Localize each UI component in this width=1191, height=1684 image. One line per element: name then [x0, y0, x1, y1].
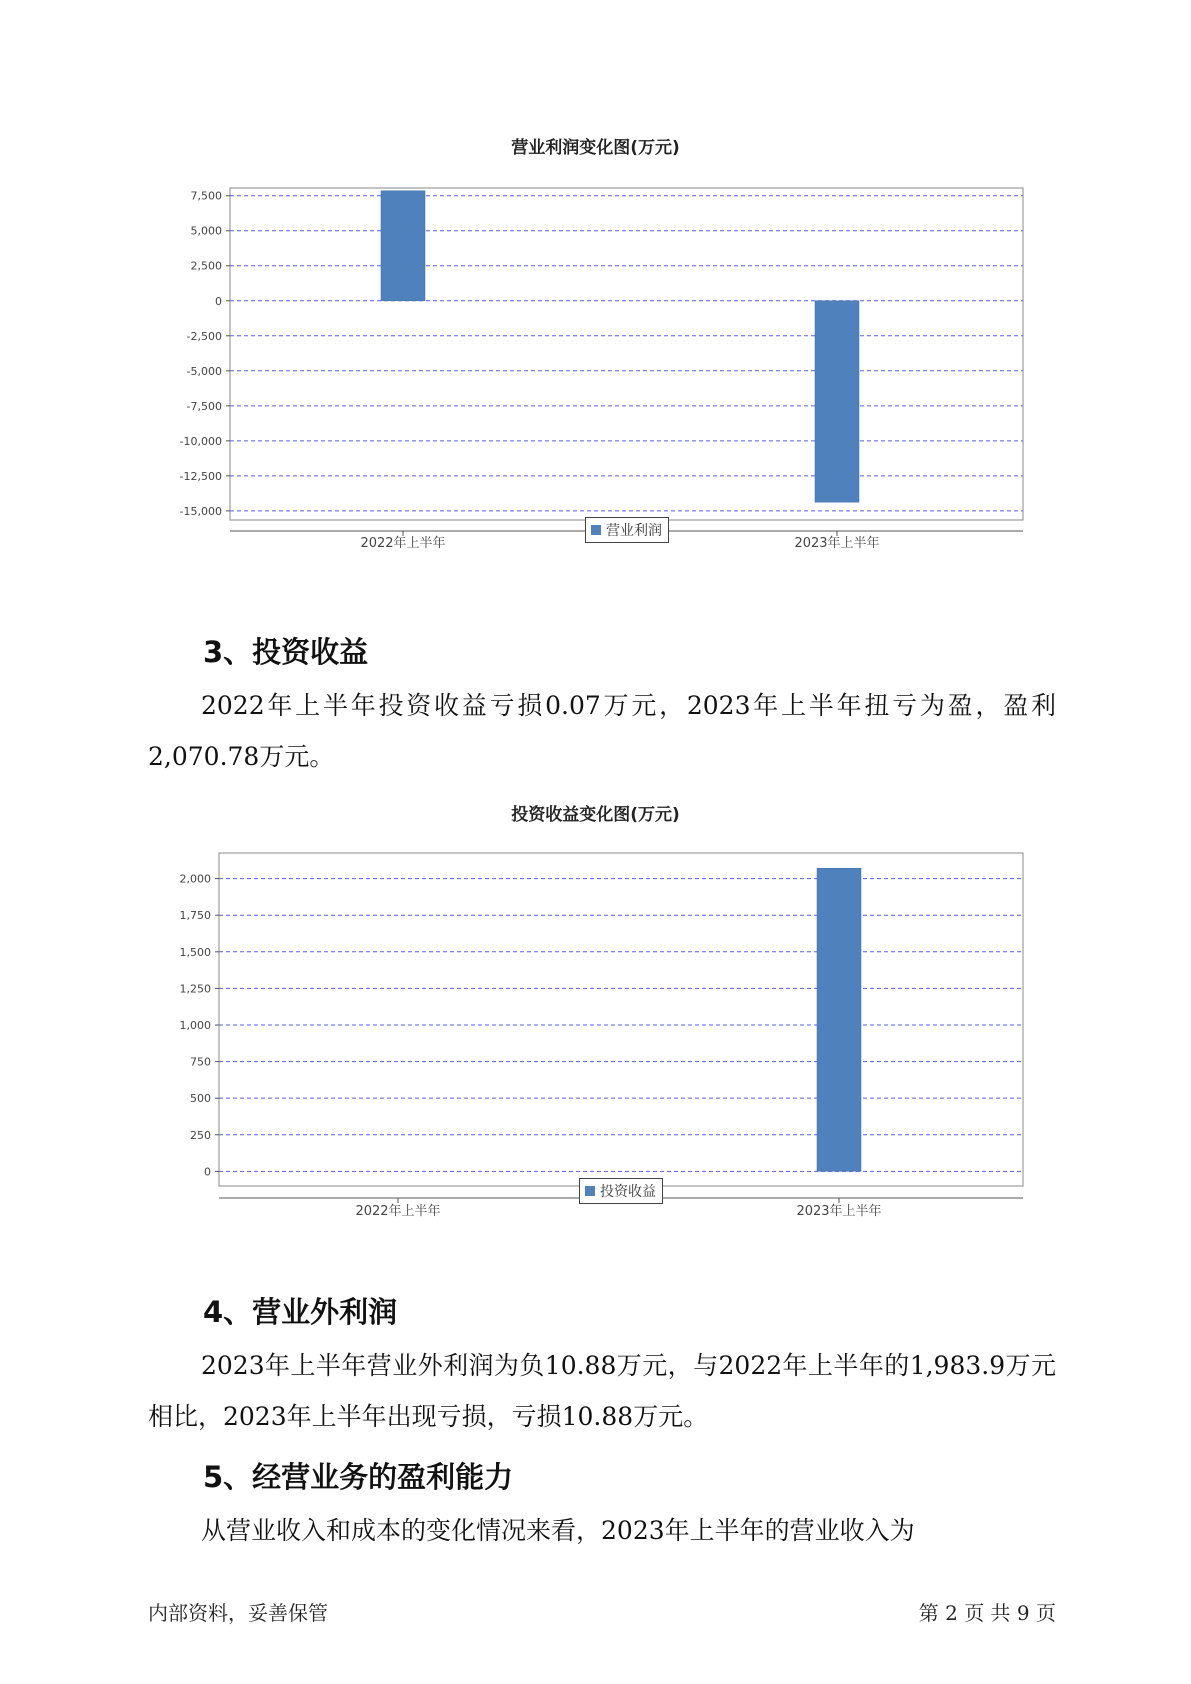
y-tick-label: 1,750	[179, 909, 211, 923]
bar-2023h1	[817, 868, 861, 1171]
legend-swatch	[585, 1186, 595, 1196]
plot-area	[230, 188, 1023, 520]
investment-income-chart	[0, 828, 1191, 1219]
y-tick-label: 1,250	[179, 982, 211, 996]
y-tick-label: 1,500	[179, 945, 211, 959]
paragraph-text: 从营业收入和成本的变化情况来看，2023年上半年的营业收入为	[201, 1516, 915, 1545]
y-tick-label: 0	[204, 1165, 211, 1179]
operating-profit-legend	[585, 517, 669, 543]
x-tick-label: 2023年上半年	[796, 1204, 882, 1219]
footer-page-number: 第 2 页 共 9 页	[918, 1601, 1056, 1625]
bar-2022h1	[381, 191, 425, 301]
y-tick-label: -5,000	[186, 364, 222, 378]
y-tick-label: 500	[190, 1092, 211, 1106]
bar-2023h1	[815, 301, 859, 502]
y-tick-label: 5,000	[190, 224, 222, 238]
y-tick-label: -7,500	[186, 399, 222, 413]
y-tick-label: -15,000	[179, 504, 222, 518]
section-heading-profitability: 5、经营业务的盈利能力	[203, 1460, 514, 1494]
plot-area	[219, 853, 1023, 1186]
x-tick-label: 2022年上半年	[360, 536, 446, 551]
section-paragraph-non-operating-profit	[148, 1340, 1056, 1442]
paragraph-text: 2023年上半年营业外利润为负10.88万元，与2022年上半年的1,983.9万元相比，2023年上半年出现亏损，亏损10.88万元。	[148, 1351, 1056, 1431]
legend-swatch	[591, 525, 601, 535]
footer-confidential: 内部资料，妥善保管	[148, 1601, 328, 1625]
section-paragraph-investment-income	[148, 680, 1056, 782]
y-tick-label: -10,000	[179, 434, 222, 448]
section-heading-non-operating-profit: 4、营业外利润	[203, 1295, 398, 1329]
y-tick-label: 750	[190, 1055, 211, 1069]
y-tick-label: 1,000	[179, 1018, 211, 1032]
operating-profit-chart-title: 营业利润变化图(万元)	[511, 138, 680, 158]
y-tick-label: 2,000	[179, 872, 211, 886]
y-tick-label: 7,500	[190, 189, 222, 203]
operating-profit-chart	[0, 160, 1191, 551]
section-paragraph-profitability	[148, 1505, 1056, 1556]
legend-label: 营业利润	[606, 523, 662, 539]
section-heading-investment-income: 3、投资收益	[203, 635, 369, 669]
y-tick-label: -2,500	[186, 329, 222, 343]
legend-label: 投资收益	[600, 1184, 656, 1200]
paragraph-text: 2022年上半年投资收益亏损0.07万元，2023年上半年扭亏为盈，盈利2,070.78万元。	[148, 691, 1056, 771]
x-tick-label: 2022年上半年	[355, 1204, 441, 1219]
y-tick-label: 2,500	[190, 259, 222, 273]
y-tick-label: 0	[215, 294, 222, 308]
investment-income-legend	[579, 1178, 663, 1204]
investment-income-chart-title: 投资收益变化图(万元)	[511, 805, 680, 825]
y-tick-label: 250	[190, 1128, 211, 1142]
y-tick-label: -12,500	[179, 469, 222, 483]
x-tick-label: 2023年上半年	[794, 536, 880, 551]
